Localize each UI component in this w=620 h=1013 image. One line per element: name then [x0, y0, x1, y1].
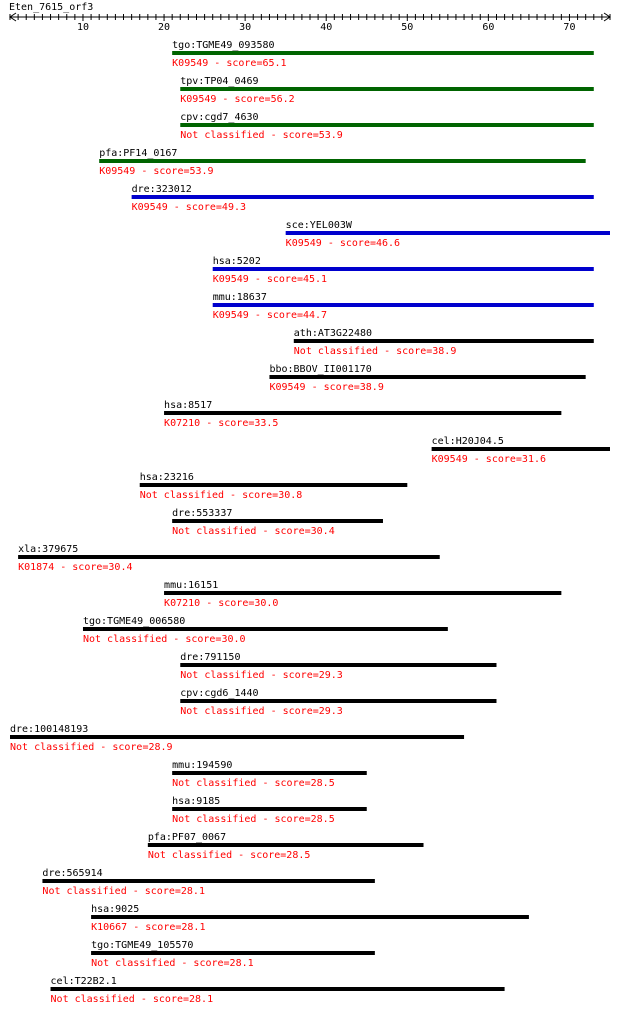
- hit-name[interactable]: cel:H20J04.5: [431, 436, 504, 447]
- hit-score-label[interactable]: Not classified - score=29.3: [180, 670, 343, 681]
- axis-tick-label: 70: [563, 22, 576, 33]
- hit-name[interactable]: cpv:cgd7_4630: [180, 112, 259, 123]
- hit-row: [180, 652, 496, 681]
- chart-title: Eten_7615_orf3: [9, 2, 94, 13]
- hit-row: [91, 904, 529, 933]
- hit-row: [180, 112, 594, 141]
- hit-score-label[interactable]: Not classified - score=38.9: [293, 346, 457, 357]
- axis-tick-label: 20: [158, 22, 171, 33]
- hit-name[interactable]: dre:791150: [180, 652, 241, 663]
- hit-bar: [51, 987, 505, 991]
- hit-bar: [164, 411, 561, 415]
- hit-bar: [91, 951, 375, 955]
- hit-bar: [148, 843, 424, 847]
- hit-score-label[interactable]: K07210 - score=30.0: [164, 598, 279, 609]
- hit-bar: [140, 483, 408, 487]
- hit-name[interactable]: sce:YEL003W: [285, 220, 352, 231]
- hit-bar: [42, 879, 374, 883]
- hit-row: [42, 868, 374, 897]
- hit-name[interactable]: hsa:5202: [212, 256, 261, 267]
- hit-name[interactable]: mmu:16151: [164, 580, 219, 591]
- hit-name[interactable]: hsa:8517: [164, 400, 213, 411]
- axis-tick-label: 30: [239, 22, 252, 33]
- hit-name[interactable]: tpv:TP04_0469: [180, 76, 259, 87]
- hit-score-label[interactable]: Not classified - score=28.5: [172, 778, 335, 789]
- hit-row: [132, 184, 594, 213]
- hit-score-label[interactable]: K09549 - score=46.6: [285, 238, 401, 249]
- hit-score-label[interactable]: Not classified - score=28.5: [172, 814, 335, 825]
- hit-row: [164, 580, 561, 609]
- hit-name[interactable]: mmu:18637: [212, 292, 267, 303]
- hit-bar: [180, 663, 496, 667]
- hit-name[interactable]: hsa:9025: [91, 904, 140, 915]
- hit-bar: [180, 87, 594, 91]
- hit-row: [83, 616, 448, 645]
- hit-row: [180, 76, 594, 105]
- axis-tick-label: 60: [482, 22, 495, 33]
- hit-row: [91, 940, 375, 969]
- hit-row: [172, 760, 367, 789]
- hit-bar: [83, 627, 448, 631]
- hit-name[interactable]: pfa:PF14_0167: [99, 148, 178, 159]
- hit-score-label[interactable]: Not classified - score=28.5: [147, 850, 311, 861]
- hit-name[interactable]: mmu:194590: [172, 760, 233, 771]
- hit-row: [99, 148, 585, 177]
- hit-row: [213, 256, 594, 285]
- hit-score-label[interactable]: Not classified - score=30.4: [172, 526, 335, 537]
- hit-bar: [432, 447, 610, 451]
- hit-bar: [18, 555, 440, 559]
- hit-name[interactable]: dre:553337: [172, 508, 233, 519]
- hit-name[interactable]: hsa:9185: [172, 796, 221, 807]
- hit-row: [269, 364, 585, 393]
- hit-score-label[interactable]: K09549 - score=49.3: [131, 202, 247, 213]
- hit-score-label[interactable]: Not classified - score=28.9: [10, 742, 173, 753]
- hit-name[interactable]: pfa:PF07_0067: [147, 832, 227, 843]
- hit-bar: [213, 303, 594, 307]
- hit-row: [10, 724, 464, 753]
- hit-name[interactable]: dre:323012: [131, 184, 192, 195]
- hit-name[interactable]: ath:AT3G22480: [293, 328, 373, 339]
- hit-score-label[interactable]: Not classified - score=28.1: [50, 994, 214, 1005]
- hit-score-label[interactable]: K07210 - score=33.5: [164, 418, 279, 429]
- hit-score-label[interactable]: Not classified - score=53.9: [180, 130, 343, 141]
- hit-row: [164, 400, 561, 429]
- hit-bar: [294, 339, 594, 343]
- hit-bar: [164, 591, 561, 595]
- hit-score-label[interactable]: K09549 - score=53.9: [99, 166, 214, 177]
- hit-bar: [269, 375, 585, 379]
- hit-bar: [99, 159, 585, 163]
- hit-score-label[interactable]: K09549 - score=65.1: [172, 58, 287, 69]
- hit-name[interactable]: tgo:TGME49_105570: [91, 940, 194, 951]
- hit-name[interactable]: xla:379675: [18, 544, 79, 555]
- hit-score-label[interactable]: K01874 - score=30.4: [18, 562, 133, 573]
- hit-name[interactable]: dre:565914: [42, 868, 103, 879]
- hit-bar: [180, 123, 594, 127]
- hit-name[interactable]: cel:T22B2.1: [50, 976, 117, 987]
- hit-score-label[interactable]: Not classified - score=30.0: [82, 634, 246, 645]
- hit-row: [286, 220, 610, 249]
- hit-bar: [172, 807, 367, 811]
- hit-score-label[interactable]: K09549 - score=45.1: [212, 274, 328, 285]
- hit-row: [172, 40, 594, 69]
- hit-name[interactable]: tgo:TGME49_093580: [172, 40, 275, 51]
- hit-score-label[interactable]: K09549 - score=56.2: [180, 94, 295, 105]
- hit-row: [172, 796, 367, 825]
- hit-row: [140, 472, 408, 501]
- hit-bar: [172, 519, 383, 523]
- hit-score-label[interactable]: Not classified - score=28.1: [42, 886, 205, 897]
- hit-bar: [180, 699, 496, 703]
- hit-row: [294, 328, 594, 357]
- axis-tick-label: 10: [76, 22, 89, 33]
- hit-name[interactable]: bbo:BBOV_II001170: [269, 364, 372, 375]
- hit-score-label[interactable]: Not classified - score=30.8: [139, 490, 303, 501]
- hit-row: [432, 436, 610, 465]
- hit-bar: [91, 915, 529, 919]
- hit-row: [18, 544, 440, 573]
- hit-bar: [213, 267, 594, 271]
- hit-row: [148, 832, 424, 861]
- hit-name[interactable]: dre:100148193: [10, 724, 89, 735]
- hit-list: [10, 40, 610, 1005]
- hit-bar: [172, 51, 594, 55]
- hit-row: [180, 688, 496, 717]
- hit-bar: [172, 771, 367, 775]
- hit-name[interactable]: hsa:23216: [139, 472, 194, 483]
- hit-score-label[interactable]: K09549 - score=44.7: [212, 310, 328, 321]
- position-axis: [10, 13, 610, 33]
- hit-bar: [286, 231, 610, 235]
- hit-row: [51, 976, 505, 1005]
- hit-score-label[interactable]: K10667 - score=28.1: [91, 922, 206, 933]
- hit-bar: [132, 195, 594, 199]
- axis-tick-label: 40: [320, 22, 333, 33]
- hit-row: [213, 292, 594, 321]
- hit-bar: [10, 735, 464, 739]
- axis-tick-label: 50: [401, 22, 414, 33]
- hit-row: [172, 508, 383, 537]
- hit-name[interactable]: tgo:TGME49_006580: [82, 616, 186, 627]
- hit-score-label[interactable]: Not classified - score=29.3: [180, 706, 343, 717]
- hit-name[interactable]: cpv:cgd6_1440: [180, 688, 259, 699]
- hit-score-label[interactable]: K09549 - score=38.9: [269, 382, 384, 393]
- hit-score-label[interactable]: K09549 - score=31.6: [431, 454, 547, 465]
- hit-score-label[interactable]: Not classified - score=28.1: [91, 958, 254, 969]
